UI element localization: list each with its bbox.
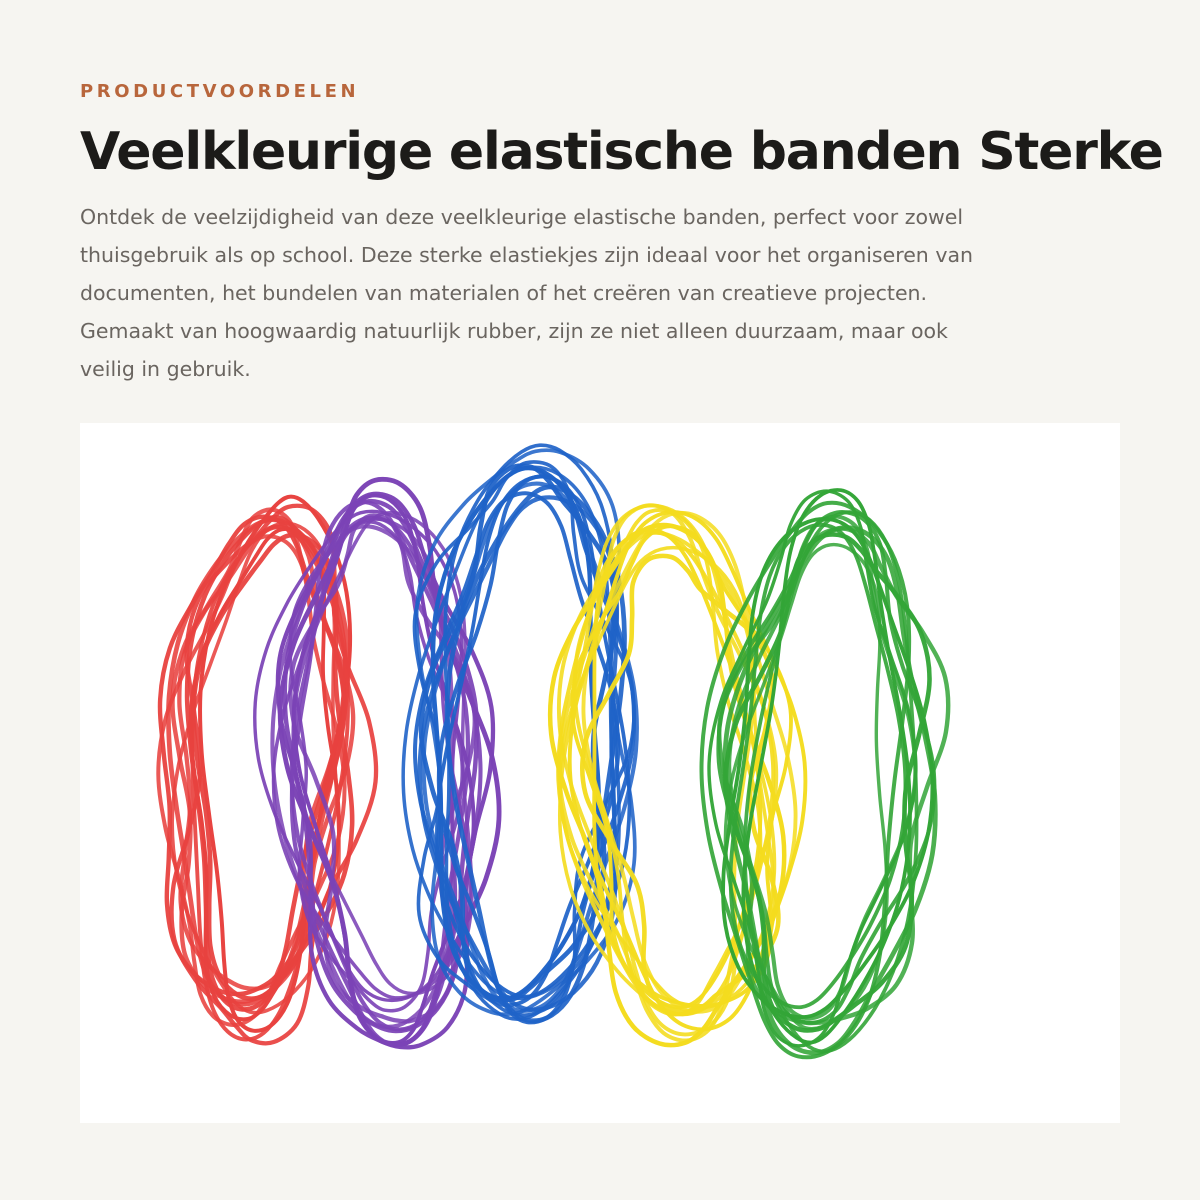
description-line: thuisgebruik als op school. Deze sterke elastiekjes zijn ideaal voor het organiseren van [80, 243, 974, 267]
description-line: documenten, het bundelen van materialen of het creëren van creatieve projecten. [80, 281, 928, 305]
section-title: Veelkleurige elastische banden Sterke [80, 122, 1163, 182]
rubber-band-bundle [403, 445, 637, 1022]
description-line: Ontdek de veelzijdigheid van deze veelkleurige elastische banden, perfect voor zowel [80, 205, 964, 229]
rubber-bands-illustration [80, 423, 1120, 1123]
description-line: veilig in gebruik. [80, 357, 251, 381]
section-eyebrow: PRODUCTVOORDELEN [80, 81, 360, 102]
product-image [80, 423, 1120, 1123]
section-description [80, 198, 1090, 388]
description-line: Gemaakt van hoogwaardig natuurlijk rubber, zijn ze niet alleen duurzaam, maar ook [80, 319, 948, 343]
